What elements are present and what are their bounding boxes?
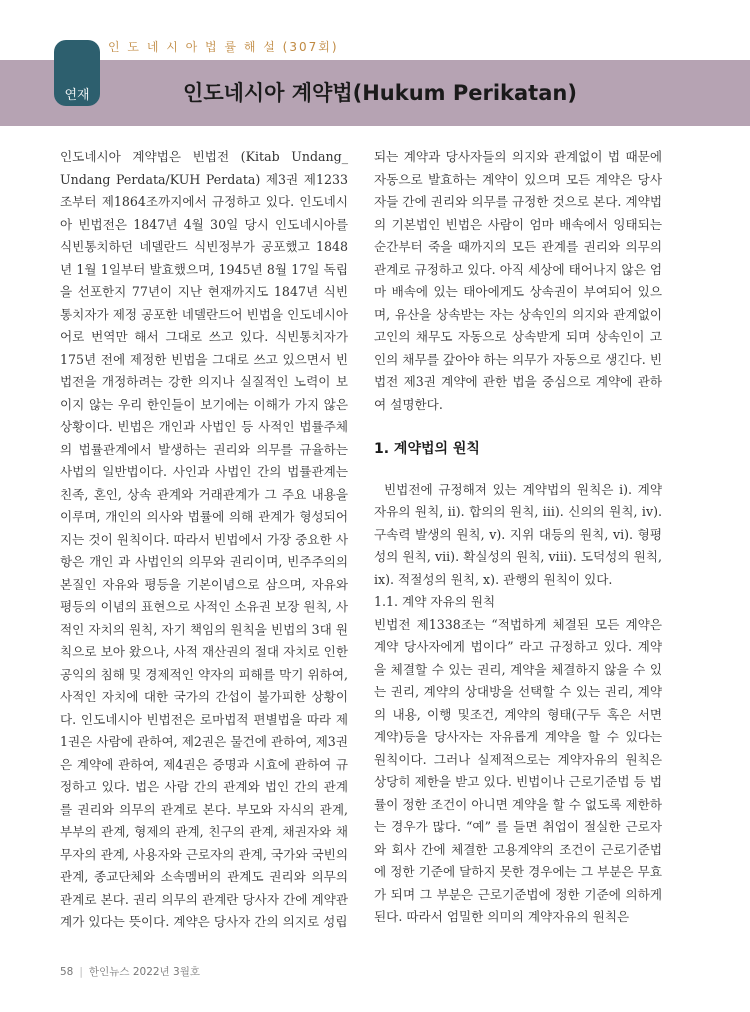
page-footer xyxy=(60,964,200,979)
intro-paragraph: 되는 계약과 당사자들의 의지와 관계없이 법 때문에 자동으로 발효하는 계약이 있으며 모든 계약은 당사자들 간에 권리와 의무를 규정한 것으로 본다. 계약법의 기본법인 빈법은 사람이 엄마 배속에서 잉태되는 순간부터 죽을 때까지의 모든 관계를 권리와 의무의 관계로 규정하고 있다. 아직 세상에 태어나지 않은 엄마 배속에 있는 태아에게도 상속권이 부여되어 있으며, 유산을 상속받는 자는 상속인의 의지와 관계없이 고인의 채무도 자동으로 상속받게 되며 상속인이 고인의 채무를 갚아야 하는 의무가 자동으로 생긴다. 빈법전 제3권 계약에 관한 법을 중심으로 계약에 관하여 설명한다. xyxy=(374,149,662,412)
footer-divider: | xyxy=(79,966,83,978)
series-label: 인 도 네 시 아 법 률 해 설 (307회) xyxy=(108,40,339,54)
page-number: 58 xyxy=(60,966,74,978)
article-title: 인도네시아 계약법(Hukum Perikatan) xyxy=(183,81,577,105)
subsection-body: 빈법전 제1338조는 “적법하게 체결된 모든 계약은 계약 당사자에게 법이다” 라고 규정하고 있다. 계약을 체결할 수 있는 권리, 계약을 체결하지 않을 수 있는 권리, 계약의 상대방을 선택할 수 있는 권리, 계약의 내용, 이행 및조건, 계약의 형태(구두 혹은 서면 계약)등을 당사자는 자유롭게 계약을 할 수 있다는 원칙이다. 그러나 실제적으로는 계약자유의 원칙은 상당히 제한을 받고 있다. 빈법이나 근로기준법 등 법률이 정한 조건이 아니면 계약을 할 수 없도록 제한하는 경우가 많다. “예” 를 들면 취업이 절실한 근로자와 회사 간에 체결한 고용계약의 조건이 근로기준법에 정한 기준에 달하지 못한 경우에는 그 부분은 무효가 되며 그 부분은 근로기준법에 정한 기준에 의하게 된다. 따라서 엄밀한 의미의 계약자유의 원칙은 xyxy=(374,616,662,924)
right-column xyxy=(374,146,662,929)
left-column-text: 인도네시아 계약법은 빈법전 (Kitab Undang_ Undang Perdata/KUH Perdata) 제3권 제1233조부터 제1864조까지에서 규정하고 있다. 인도네시아 빈법전은 1847년 4월 30일 당시 인도네시아를 식빈통치하던 네델란드 식빈정부가 공포했고 1848년 1월 1일부터 발효했으며, 1945년 8월 17일 독립을 선포한지 77년이 지난 현재까지도 1847년 식빈통치자가 제정 공포한 네델란드어 빈법을 인도네시아어로 번역만 해서 그대로 쓰고 있다. 식빈통치자가 175년 전에 제정한 빈법을 그대로 쓰고 있으면서 빈법전을 개정하려는 강한 의지나 실질적인 노력이 보이지 않는 우리 한인들이 보기에는 이해가 가지 않은 상황이다. 빈법은 개인과 사법인 등 사적인 법률주체의 법률관계에서 발생하는 권리와 의무를 규율하는 사법의 일반법이다. 사인과 사법인 간의 법률관계는 친족, 혼인, 상속 관계와 거래관계가 그 주요 내용을 이루며, 개인의 의사와 법률에 의해 관계가 형성되어지는 것이 원칙이다. 따라서 빈법에서 가장 중요한 사항은 개인 과 사법인의 의무와 권리이며, 빈주주의의 본질인 자유와 평등을 기본이념으로 삼으며, 자유와 평등의 이념의 표현으로 사적인 소유권 보장 원칙, 사적인 자치의 원칙, 자기 책임의 원칙을 빈법의 3대 원칙으로 보아 왔으나, 사적 재산권의 절대 자치로 인한 공익의 침해 및 경제적인 약자의 피해를 막기 위하여, 사적인 자치에 대한 국가의 간섭이 불가피한 상황이다. 인도네시아 빈법전은 로마법적 편별법을 따라 제1권은 사람에 관하여, 제2권은 물건에 관하여, 제3권은 계약에 관하여, 제4권은 증명과 시효에 관하여 규정하고 있다. 법은 사람 간의 관계와 법인 간의 관계를 권리와 의무의 관계로 본다. 부모와 자식의 관계, 부부의 관계, 형제의 관계, 친구의 관계, 채권자와 채무자의 관계, 사용자와 근로자의 관계, 국가와 국빈의 관계, 종교단체와 소속멤버의 관계도 권리와 의무의 관계로 본다. 권리 의무의 관계란 당사자 간에 계약관계가 있다는 뜻이다. 계약은 당사자 간의 의지로 성립 xyxy=(60,149,348,929)
serial-tag: 연재 xyxy=(54,40,100,106)
left-column xyxy=(60,146,348,934)
subsection-heading: 1.1. 계약 자유의 원칙 xyxy=(374,594,496,609)
publication-name: 한인뉴스 2022년 3월호 xyxy=(88,966,200,978)
section-heading: 1. 계약법의 원칙 xyxy=(374,441,480,457)
principles-paragraph: 빈법전에 규정해져 있는 계약법의 원칙은 i). 계약 자유의 원칙, ii). 합의의 원칙, iii). 신의의 원칙, iv). 구속력 발생의 원칙, v). 지위 대등의 원칙, vi). 형평성의 원칙, vii). 확실성의 원칙, viii). 도덕성의 원칙, ix). 적절성의 원칙, x). 관행의 원칙이 있다. xyxy=(374,481,662,587)
